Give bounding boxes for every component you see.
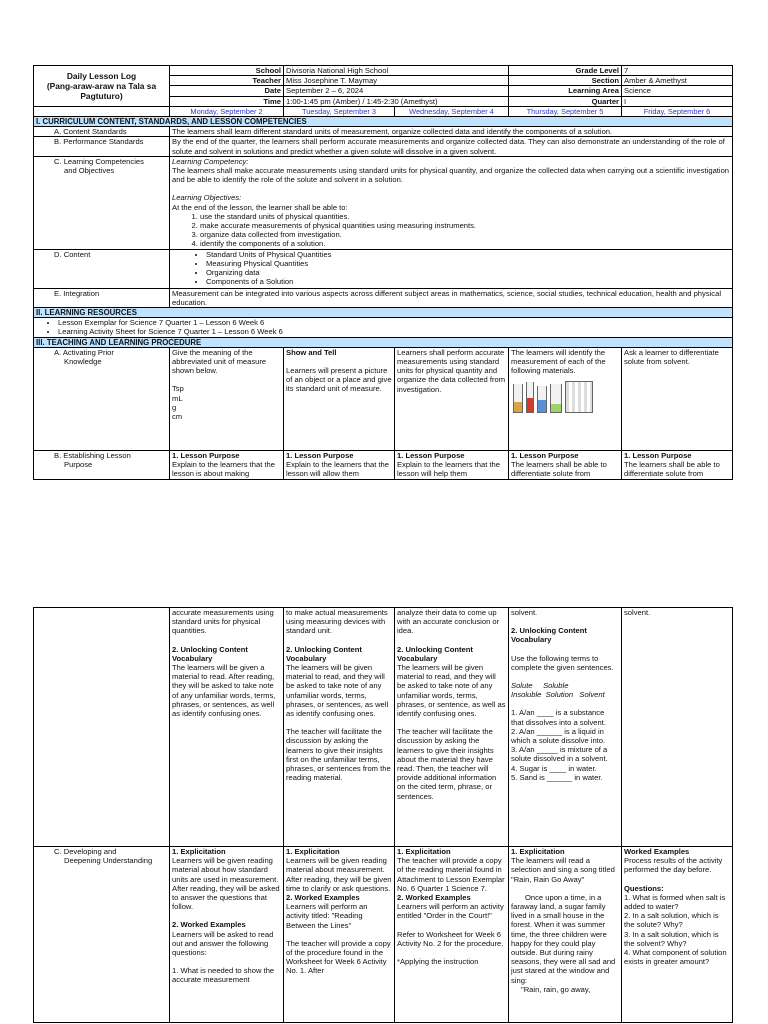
competencies-cell <box>170 156 733 249</box>
developing-label-line1: C. Developing and <box>54 847 117 856</box>
performance-standards-text: By the end of the quarter, the learners shall perform accurate measurements and organize collected data. They can also demonstrate an understanding of the role of solute and solvent in solutions and predict whether a given solute will dissolve in a given solvent. <box>170 137 733 156</box>
question-item: 4. What component of solution exists in greater amount? <box>624 948 727 967</box>
question-item: 1. What is formed when salt is added to water? <box>624 892 726 912</box>
developing-understanding-label <box>34 847 170 1023</box>
worked-wednesday-text: Learners will perform an activity entitled "Order in the Court!" <box>397 902 504 921</box>
developing-thursday <box>509 847 622 1023</box>
purpose-heading: 1. Lesson Purpose <box>286 450 354 460</box>
objectives-intro: At the end of the lesson, the learner shall be able to: <box>172 202 348 212</box>
competencies-label-line2: and Objectives <box>64 166 115 176</box>
section-1-title: I. CURRICULUM CONTENT, STANDARDS, AND LESSON COMPETENCIES <box>34 117 733 127</box>
worked-examples-heading: 2. Worked Examples <box>172 920 246 930</box>
objectives-heading: Learning Objectives: <box>172 193 242 203</box>
purpose-tuesday <box>284 450 395 479</box>
vocab-wednesday-text: The learners will be given material to read, and they will be asked to take note of any unfamiliar words, terms, phrases, or sentence, as well as identify confusing ones. <box>397 663 506 719</box>
explicitation-tuesday-text: Learners will be given reading material about measurement. After reading, they will be given time to clarify or ask questions. <box>286 856 392 893</box>
purpose-tuesday-text: Explain to the learners that the lesson will allow them <box>286 460 390 479</box>
competencies-label-line1: C. Learning Competencies <box>54 156 144 166</box>
dll-subtitle: (Pang-araw-araw na Tala sa Pagtuturo) <box>46 80 157 101</box>
unit-item: mL <box>172 393 183 403</box>
worked-examples-heading: 2. Worked Examples <box>397 893 471 903</box>
worked-tuesday-text: Learners will perform an activity titled: "Reading Between the Lines" <box>286 902 368 930</box>
lesson-log-table-top <box>33 65 733 480</box>
purpose-heading: 1. Lesson Purpose <box>511 450 579 460</box>
purpose-thursday-cont-text: solvent. <box>511 608 538 617</box>
activating-tuesday-text: Learners will present a picture of an object or a place and give its standard unit of measure. <box>286 366 392 394</box>
vocab-heading: 2. Unlocking Content Vocabulary <box>397 644 473 663</box>
developing-label-line2: Deepening Understanding <box>64 856 153 866</box>
time-value: 1:00-1:45 pm (Amber) / 1:45-2:30 (Amethyst) <box>284 96 509 106</box>
vocab-terms-line1: Solute Soluble <box>511 681 569 691</box>
vocab-thursday-intro: Use the following terms to complete the given sentences. <box>511 653 614 672</box>
objective-item: 4. identify the components of a solution. <box>200 239 730 248</box>
learning-area-label: Learning Area <box>509 86 622 96</box>
day-monday: Monday, September 2 <box>170 106 284 116</box>
purpose-heading: 1. Lesson Purpose <box>397 450 465 460</box>
worked-examples-heading: 2. Worked Examples <box>286 893 360 903</box>
vocab-tuesday-text-2: The teacher will facilitate the discussion by asking the learners to give their insights first on the unfamiliar terms, phrases, or sentences from the reading material. <box>286 727 391 783</box>
section-3-title: III. TEACHING AND LEARNING PROCEDURE <box>34 337 733 347</box>
content-cell <box>170 249 733 288</box>
worked-friday-text: Process results of the activity performed the day before. <box>624 856 723 875</box>
content-item: • Organizing data <box>206 268 730 277</box>
graduated-cylinder-icon <box>513 384 523 413</box>
activating-thursday <box>509 347 622 450</box>
purpose-tuesday-continued <box>284 608 395 847</box>
purpose-continued-label <box>34 608 170 847</box>
purpose-friday <box>622 450 733 479</box>
quarter-label: Quarter <box>509 96 622 106</box>
measuring-instruments-image <box>511 381 619 413</box>
purpose-thursday-continued <box>509 608 622 847</box>
activating-friday: Ask a learner to differentiate solute from solvent. <box>622 347 733 450</box>
time-label: Time <box>170 96 284 106</box>
content-item: • Measuring Physical Quantities <box>206 259 730 268</box>
school-label: School <box>170 66 284 76</box>
day-tuesday: Tuesday, September 3 <box>284 106 395 116</box>
question-item: 3. In a salt solution, which is the solvent? Why? <box>624 929 719 948</box>
objectives-list <box>172 212 730 249</box>
story-text: Once upon a time, in a faraway land, a sugar family lived in a small house in the forest. When it was summer time, the three children were happy for they could play outside. But during rainy seasons, they were all sad and just stared at the window and sing: <box>511 892 616 985</box>
objective-item: 2. make accurate measurements of physical quantities using measuring instruments. <box>200 221 730 230</box>
explicitation-heading: 1. Explicitation <box>286 847 340 856</box>
school-value: Divisoria National High School <box>284 66 509 76</box>
vocab-item: 5. Sand is ______ in water. <box>511 772 603 782</box>
grade-label: Grade Level <box>509 66 622 76</box>
purpose-heading: 1. Lesson Purpose <box>172 450 240 460</box>
day-header-spacer <box>34 106 170 116</box>
vocab-heading: 2. Unlocking Content Vocabulary <box>172 644 248 663</box>
explicitation-heading: 1. Explicitation <box>511 847 565 856</box>
unit-item: g <box>172 402 177 412</box>
teacher-value: Miss Josephine T. Maymay <box>284 76 509 86</box>
content-standards-label: A. Content Standards <box>34 127 170 137</box>
content-item: • Components of a Solution <box>206 277 730 286</box>
worked-monday-text: Learners will be asked to read out and answer the following questions: <box>172 929 274 958</box>
beaker-icon <box>550 384 562 413</box>
section-2-title: II. LEARNING RESOURCES <box>34 308 733 318</box>
integration-text: Measurement can be integrated into various aspects across different subject areas in mathematics, science, social studies, technical education, health and physical education. <box>170 288 733 307</box>
vocab-heading: 2. Unlocking Content Vocabulary <box>511 626 587 645</box>
purpose-wednesday <box>395 450 509 479</box>
content-list <box>172 250 730 287</box>
lesson-purpose-label <box>34 450 170 479</box>
integration-label: E. Integration <box>34 288 170 307</box>
resources-cell <box>34 318 733 337</box>
day-wednesday: Wednesday, September 4 <box>395 106 509 116</box>
lesson-log-table-continued <box>33 607 733 1023</box>
purpose-label-line2: Purpose <box>64 460 93 470</box>
measuring-cylinder-icon <box>537 386 547 413</box>
day-friday: Friday, September 6 <box>622 106 733 116</box>
purpose-wednesday-text: Explain to the learners that the lesson will help them <box>397 460 501 479</box>
activating-monday <box>170 347 284 450</box>
dll-title-cell <box>34 66 170 107</box>
questions-heading: Questions: <box>624 883 664 893</box>
resources-list <box>36 318 730 336</box>
dll-title: Daily Lesson Log <box>66 70 137 81</box>
activating-label-line2: Knowledge <box>64 357 102 367</box>
purpose-monday-cont-text: accurate measurements using standard units for physical quantities. <box>172 608 274 636</box>
activating-label-line1: A. Activating Prior <box>54 347 114 357</box>
purpose-wednesday-continued <box>395 608 509 847</box>
purpose-monday-continued <box>170 608 284 847</box>
vocab-terms-line2: Insoluble Solution Solvent <box>511 690 605 700</box>
purpose-wednesday-cont-text: analyze their data to come up with an accurate conclusion or idea. <box>397 608 500 636</box>
competency-heading: Learning Competency: <box>172 156 249 166</box>
explicitation-heading: 1. Explicitation <box>172 847 226 856</box>
test-tube-rack-icon <box>565 381 593 413</box>
objective-item: 1. use the standard units of physical quantities. <box>200 212 730 221</box>
lesson-log-page-2 <box>33 607 732 1023</box>
content-label: D. Content <box>34 249 170 288</box>
worked-monday-question: 1. What is needed to show the accurate measurement <box>172 966 275 985</box>
explicitation-wednesday-text: The teacher will provide a copy of the reading material found in Attachment to Lesson Exemplar No. 6 Quarter 1 Science 7. <box>397 856 505 893</box>
purpose-thursday-text: The learners shall be able to differentiate solute from <box>511 460 607 479</box>
vocab-item: 1. A/an ____ is a substance that dissolves into a solvent. <box>511 708 606 727</box>
day-thursday: Thursday, September 5 <box>509 106 622 116</box>
vocab-heading: 2. Unlocking Content Vocabulary <box>286 644 362 663</box>
activating-tuesday <box>284 347 395 450</box>
competency-text: The learners shall make accurate measurements using standard units for physical quantity, and organize the collected data when carrying out a scientific investigation and be able to identify the role of the solute and solvent in a solution. <box>172 166 730 185</box>
purpose-heading: 1. Lesson Purpose <box>624 450 692 460</box>
performance-standards-label: B. Performance Standards <box>34 137 170 156</box>
question-item: 2. In a salt solution, which is the solute? Why? <box>624 911 719 930</box>
learning-area-value: Science <box>622 86 733 96</box>
day-header-row <box>34 106 733 116</box>
competencies-label <box>34 156 170 249</box>
purpose-label-line1: B. Establishing Lesson <box>54 450 131 460</box>
vocab-item: 3. A/an _____ is mixture of a solute dissolved in a solvent. <box>511 745 608 764</box>
activating-knowledge-label <box>34 347 170 450</box>
show-and-tell-heading: Show and Tell <box>286 347 337 357</box>
thermometer-icon <box>526 382 534 413</box>
content-item: • Standard Units of Physical Quantities <box>206 250 730 259</box>
developing-wednesday <box>395 847 509 1023</box>
purpose-monday <box>170 450 284 479</box>
purpose-friday-text: The learners shall be able to differentiate solute from <box>624 460 720 479</box>
activating-thursday-text: The learners will identify the measurement of each of the following materials. <box>511 347 606 376</box>
vocab-tuesday-text: The learners will be given material to read, and they will be asked to take note of any unfamiliar words, terms, phrases, or sentences, as well as identify confusing ones. <box>286 663 389 719</box>
section-value: Amber & Amethyst <box>622 76 733 86</box>
purpose-monday-text: Explain to the learners that the lesson is about making <box>172 460 276 479</box>
activating-monday-text: Give the meaning of the abbreviated unit of measure shown below. <box>172 347 267 376</box>
worked-wednesday-text-2: Refer to Worksheet for Week 6 Activity No. 2 for the procedure. <box>397 929 504 948</box>
content-standards-text: The learners shall learn different standard units of measurement, organize collected data and identify the components of a solution. <box>170 127 733 137</box>
vocab-wednesday-text-2: The teacher will facilitate the discussion by asking the learners to give their insights about the material they have read. Then, the teacher will provide additional information on the cited term, phrase, or sentences. <box>397 727 497 801</box>
resource-item: • Learning Activity Sheet for Science 7 Quarter 1 – Lesson 6 Week 6 <box>58 327 730 336</box>
teacher-label: Teacher <box>170 76 284 86</box>
lesson-log-page-1 <box>33 65 732 480</box>
purpose-tuesday-cont-text: to make actual measurements using measuring devices with standard unit. <box>286 608 388 636</box>
grade-value: 7 <box>622 66 733 76</box>
developing-monday <box>170 847 284 1023</box>
section-label: Section <box>509 76 622 86</box>
date-label: Date <box>170 86 284 96</box>
unit-item: Tsp <box>172 384 184 394</box>
explicitation-monday-text: Learners will be given reading material about how standard units are used in measurement. After reading, they will be asked to answer the questions that follow. <box>172 856 280 912</box>
purpose-thursday <box>509 450 622 479</box>
explicitation-heading: 1. Explicitation <box>397 847 451 856</box>
resource-item: • Lesson Exemplar for Science 7 Quarter 1 – Lesson 6 Week 6 <box>58 318 730 327</box>
worked-examples-friday-heading: Worked Examples <box>624 847 690 856</box>
unit-item: cm <box>172 412 183 422</box>
date-value: September 2 – 6, 2024 <box>284 86 509 96</box>
quarter-value: I <box>622 96 733 106</box>
vocab-item: 4. Sugar is ____ in water. <box>511 763 597 773</box>
developing-tuesday <box>284 847 395 1023</box>
vocab-item: 2. A/an ______ is a liquid in which a solute dissolve into. <box>511 726 606 746</box>
worked-wednesday-text-3: *Applying the instruction <box>397 957 479 967</box>
worked-tuesday-text-2: The teacher will provide a copy of the procedure found in the Worksheet for Week 6 Activity No. 1. After <box>286 938 391 976</box>
developing-friday <box>622 847 733 1023</box>
vocab-monday-text: The learners will be given a material to read. After reading, they will be asked to take note of any unfamiliar words, terms, phrases, or sentences, as well as identify confusing ones. <box>172 663 276 719</box>
objective-item: 3. organize data collected from investigation. <box>200 230 730 239</box>
activating-wednesday: Learners shall perform accurate measurements using standard units for physical quantity and organize the data collected from investigation. <box>395 347 509 450</box>
song-line: "Rain, rain, go away, <box>521 984 591 994</box>
purpose-friday-continued: solvent. <box>622 608 733 847</box>
explicitation-thursday-text: The learners will read a selection and sing a song titled "Rain, Rain Go Away" <box>511 856 615 884</box>
